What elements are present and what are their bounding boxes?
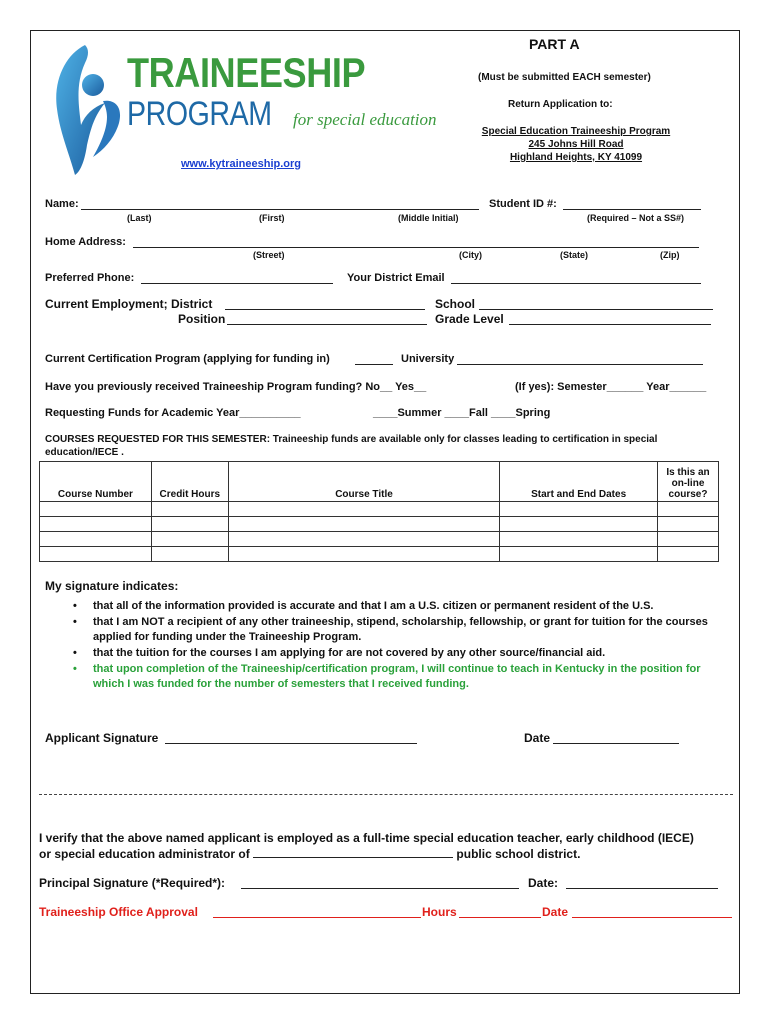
office-date-field[interactable] <box>572 908 732 918</box>
courses-table-header <box>40 462 719 502</box>
address-part-state: (State) <box>560 250 589 260</box>
administrator-district-field[interactable] <box>253 848 453 858</box>
principal-date-field[interactable] <box>566 879 718 889</box>
course-number-cell[interactable] <box>40 517 152 532</box>
return-to-label: Return Application to: <box>508 99 613 110</box>
preferred-phone-field[interactable] <box>141 274 333 284</box>
school-label: School <box>435 297 476 311</box>
district-email-field[interactable] <box>451 274 701 284</box>
online-cell[interactable] <box>658 502 719 517</box>
student-id-note: (Required – Not a SS#) <box>587 213 685 223</box>
course-title-cell[interactable] <box>228 547 500 562</box>
requesting-funds-year[interactable]: Requesting Funds for Academic Year__________ <box>45 407 301 419</box>
verify-text-after: public school district. <box>456 847 581 861</box>
online-cell[interactable] <box>658 517 719 532</box>
term-selection[interactable]: ____Summer ____Fall ____Spring <box>373 407 551 419</box>
col-course-title: Course Title <box>228 462 500 502</box>
signature-statements <box>71 599 731 693</box>
address-part-city: (City) <box>459 250 482 260</box>
principal-signature-field[interactable] <box>241 879 519 889</box>
table-row <box>40 532 719 547</box>
statement-teach-in-kentucky: • that upon completion of the Traineeship/certification program, I will continue to teach in Kentucky in the position for which I was funded for the number of semesters that I received funding. <box>71 662 731 692</box>
must-submit-note: (Must be submitted EACH semester) <box>478 72 651 83</box>
dates-cell[interactable] <box>500 502 658 517</box>
divider-dashed <box>39 794 733 795</box>
verify-statement-line-1: I verify that the above named applicant is employed as a full-time special education teacher, early childhood (IECE) <box>39 831 694 845</box>
district-email-label: Your District Email <box>347 272 445 284</box>
website-link[interactable]: www.kytraineeship.org <box>181 158 302 170</box>
form-page <box>30 30 740 994</box>
dates-cell[interactable] <box>500 547 658 562</box>
course-title-cell[interactable] <box>228 532 500 547</box>
credit-hours-cell[interactable] <box>151 517 228 532</box>
signature-heading: My signature indicates: <box>45 579 179 593</box>
col-course-number: Course Number <box>40 462 152 502</box>
col-start-end-dates: Start and End Dates <box>500 462 658 502</box>
online-cell[interactable] <box>658 547 719 562</box>
cert-program-field[interactable] <box>355 355 393 365</box>
statement-no-other-funding: • that I am NOT a recipient of any other traineeship, stipend, scholarship, fellowship, or grant for tuition for the courses applied for funding under the Traineeship Program. <box>71 615 731 645</box>
courses-table <box>39 461 719 562</box>
position-label: Position <box>178 312 226 326</box>
traineeship-logo-figure-icon <box>45 41 130 181</box>
part-label: PART A <box>529 36 580 52</box>
table-row <box>40 547 719 562</box>
table-row <box>40 517 719 532</box>
logo-subtitle: for special education <box>293 110 437 129</box>
name-part-first: (First) <box>259 213 285 223</box>
cert-program-label: Current Certification Program (applying for funding in) <box>45 353 330 365</box>
credit-hours-cell[interactable] <box>151 547 228 562</box>
address-part-street: (Street) <box>253 250 285 260</box>
course-number-cell[interactable] <box>40 547 152 562</box>
dates-cell[interactable] <box>500 532 658 547</box>
logo-title-traineeship: TRAINEESHIP <box>127 49 366 96</box>
applicant-signature-label: Applicant Signature <box>45 731 159 745</box>
course-number-cell[interactable] <box>40 532 152 547</box>
name-part-last: (Last) <box>127 213 152 223</box>
student-id-field[interactable] <box>563 200 701 210</box>
university-label: University <box>401 353 455 365</box>
previous-funding-details[interactable]: (If yes): Semester______ Year______ <box>515 381 707 393</box>
online-cell[interactable] <box>658 532 719 547</box>
course-title-cell[interactable] <box>228 502 500 517</box>
verify-text-before: or special education administrator of <box>39 847 250 861</box>
principal-date-label: Date: <box>528 876 559 890</box>
employment-district-field[interactable] <box>225 300 425 310</box>
office-hours-label: Hours <box>422 905 457 919</box>
office-date-label: Date <box>542 905 569 919</box>
statement-tuition-not-covered: • that the tuition for the courses I am applying for are not covered by any other source/financial aid. <box>71 646 731 661</box>
return-address-line-2: 245 Johns Hill Road <box>528 139 624 150</box>
home-address-field[interactable] <box>133 238 699 248</box>
name-field[interactable] <box>81 200 479 210</box>
name-label: Name: <box>45 198 79 210</box>
position-field[interactable] <box>227 315 427 325</box>
principal-signature-label: Principal Signature (*Required*): <box>39 876 226 890</box>
col-credit-hours: Credit Hours <box>151 462 228 502</box>
course-number-cell[interactable] <box>40 502 152 517</box>
employment-district-label: Current Employment; District <box>45 297 213 311</box>
table-row <box>40 502 719 517</box>
grade-level-label: Grade Level <box>435 312 504 326</box>
return-address-line-1: Special Education Traineeship Program <box>481 126 671 137</box>
office-approval-field[interactable] <box>213 908 421 918</box>
courses-intro: COURSES REQUESTED FOR THIS SEMESTER: Traineeship funds are available only for classes leading to certification in special education/IECE . <box>45 434 658 458</box>
preferred-phone-label: Preferred Phone: <box>45 272 135 284</box>
previous-funding-question[interactable]: Have you previously received Traineeship Program funding? No__ Yes__ <box>45 381 427 393</box>
col-online-course: Is this an on-line course? <box>658 462 719 502</box>
address-part-zip: (Zip) <box>660 250 680 260</box>
grade-level-field[interactable] <box>509 315 711 325</box>
dates-cell[interactable] <box>500 517 658 532</box>
return-address-line-3: Highland Heights, KY 41099 <box>509 152 643 163</box>
course-title-cell[interactable] <box>228 517 500 532</box>
home-address-label: Home Address: <box>45 236 126 248</box>
school-field[interactable] <box>479 300 713 310</box>
credit-hours-cell[interactable] <box>151 502 228 517</box>
student-id-label: Student ID #: <box>489 198 557 210</box>
office-hours-field[interactable] <box>459 908 541 918</box>
university-field[interactable] <box>457 355 703 365</box>
logo-title-program: PROGRAM <box>127 95 272 133</box>
name-part-middle: (Middle Initial) <box>398 213 459 223</box>
credit-hours-cell[interactable] <box>151 532 228 547</box>
statement-citizen: • that all of the information provided is accurate and that I am a U.S. citizen or permanent resident of the U.S. <box>71 599 731 614</box>
verify-statement-line-2 <box>39 847 580 861</box>
applicant-date-field[interactable] <box>553 734 679 744</box>
applicant-signature-field[interactable] <box>165 734 417 744</box>
office-approval-label: Traineeship Office Approval <box>39 905 198 919</box>
applicant-date-label: Date <box>524 731 551 745</box>
